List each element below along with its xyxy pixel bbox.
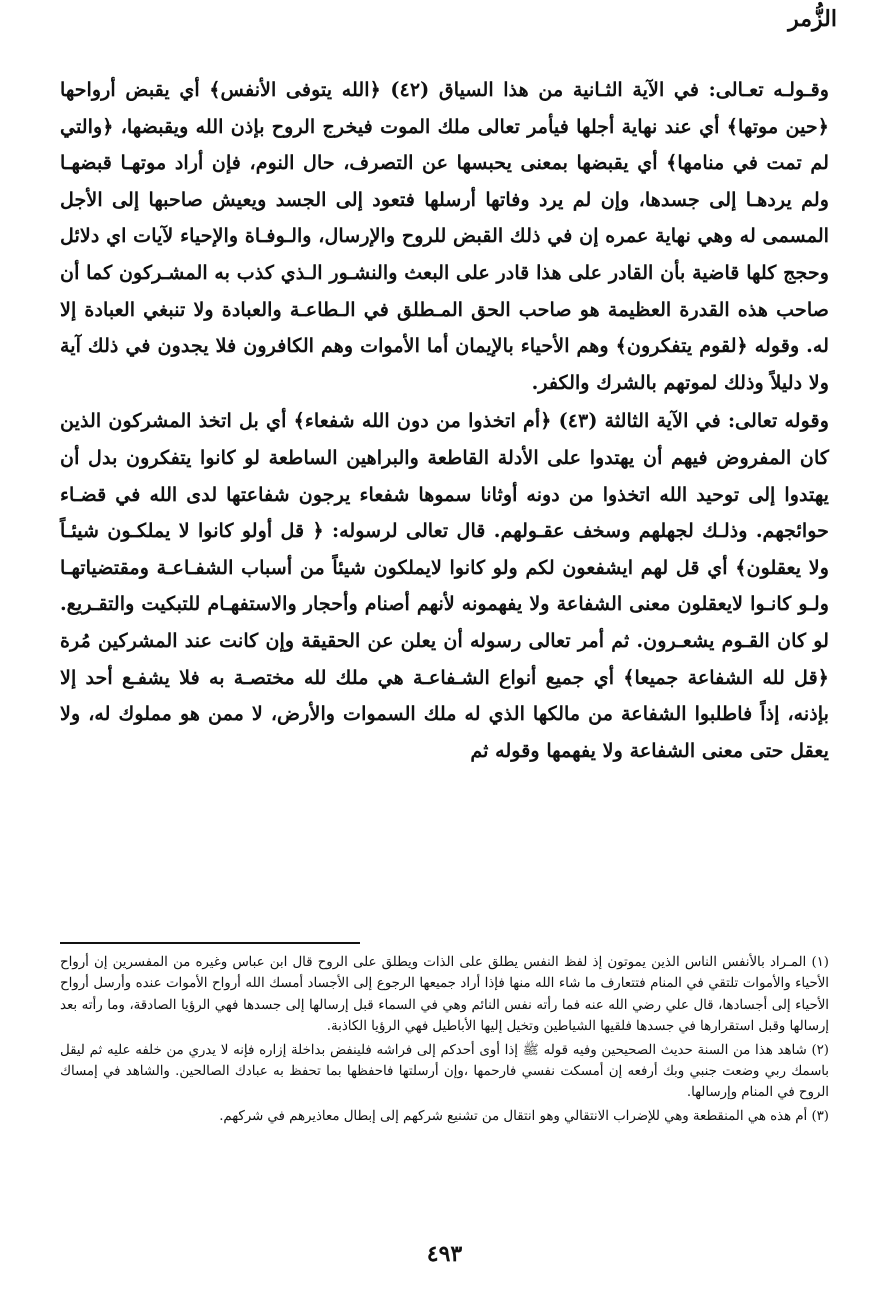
paragraph-verse-43: وقوله تعالى: في الآية الثالثة (٤٣) ﴿أم اتخذوا من دون الله شفعاء﴾ أي بل اتخذ المشركون الذين كان المفروض فيهم أن يهتدوا على الأدلة القاطعة والبراهين الساطعة لو كانوا يتفكرون بدل أن يهتدوا إلى توحيد الله اتخذوا من دونه أوثانا سموها شفعاء يرجون شفاعتها لدى الله في قضـاء حوائجهم. وذلـك لجهلهم وسخف عقـولهم. قال تعالى لرسوله: ﴿ قل أولو كانوا لا يملكـون شيئـاً ولا يعقلون﴾ أي قل لهم ايشفعون لكم ولو كانوا لايملكون شيئاً من أسباب الشفـاعـة ومقتضياتهـا ولـو كانـوا لايعقلون معنى الشفاعة ولا يفهمونه لأنهم أصنام وأحجار والاستفهـام للتبكيت والتقـريع. لو كان القـوم يشعـرون. ثم أمر تعالى رسوله أن يعلن عن الحقيقة وإن كانت عند المشركين مُرة ﴿قل لله الشفاعة جميعا﴾ أي جميع أنواع الشـفاعـة هي ملك لله مختصـة به فلا يشفـع أحد إلا بإذنه، إذاً فاطلبوا الشفاعة من مالكها الذي له ملك السموات والأرض، لا ممن هو مملوك له، ولا يعقل حتى معنى الشفاعة ولا يفهمها وقوله ثم [60, 409, 829, 762]
main-text-body [60, 72, 829, 769]
footnotes [60, 952, 829, 1129]
footnote-divider [60, 942, 360, 944]
footnote-2: (٢) شاهد هذا من السنة حديث الصحيحين وفيه قوله ﷺ إذا أوى أحدكم إلى فراشه فلينفض بداخلة إزاره فإنه لا يدري من خلفه عليه ثم ليقل باسمك ربي وضعت جنبي وبك أرفعه إن أمسكت نفسي فارحمها ،وإن أرسلتها فاحفظها بما تحفظ به عبادك الصالحين. والشاهد في إمساك الروح في المنام وإرسالها. [60, 1042, 829, 1101]
page-number: ٤٩٣ [426, 1241, 463, 1267]
running-header-surah-name: الزُّمر [788, 6, 837, 32]
paragraph-verse-42: وقـولـه تعـالى: في الآية الثـانية من هذا السياق (٤٢) ﴿الله يتوفى الأنفس﴾ أي يقبض أرواحها ﴿حين موتها﴾ أي عند نهاية أجلها فيأمر تعالى ملك الموت فيخرج الروح بإذن الله ويقبضها، ﴿والتي لم تمت في منامها﴾ أي يقبضها بمعنى يحبسها عن التصرف، حال النوم، فإن أراد موتهـا قبضهـا ولم يردهـا إلى جسدها، وإن لم يرد وفاتها أرسلها فتعود إلى الجسد ويعيش صاحبها إلى الأجل المسمى له وهي نهاية عمره إن في ذلك القبض للروح والإرسال، والـوفـاة والإحياء لآيات اي دلائل وحجج كلها قاضية بأن القادر على هذا قادر على البعث والنشـور الـذي كذب به المشـركون كما أن صاحب هذه القدرة العظيمة هو صاحب الحق المـطلق في الـطاعـة والعبادة ولا تنبغي العبادة إلا له. وقوله ﴿لقوم يتفكرون﴾ وهم الأحياء بالإيمان أما الأموات وهم الكافرون فلا يجدون في ذلك آية ولا دليلاً وذلك لموتهم بالشرك والكفر. [60, 78, 830, 394]
footnote-1: (١) المـراد بالأنفس الناس الذين يموتون إذ لفظ النفس يطلق على الذات ويطلق على الروح قال ابن عباس وغيره من المفسرين إن أرواح الأحياء والأموات تلتقي في المنام فتتعارف ما شاء الله منها فإذا أراد جميعها الرجوع إلى الأجساد أمسك الله أرواح الأموات عنده وأرسل أرواح الأحياء إلى أجسادها، قال علي رضي الله عنه فما رأته نفس النائم وهي في السماء قبل إرسالها إلى جسدها فهي الرؤيا الصادقة، وما رأته بعد إرسالها وقبل استقرارها في جسدها فلقيها الشياطين وتخيل إليها الأباطيل فهي الرؤيا الكاذبة. [60, 955, 829, 1035]
footnote-3: (٣) أم هذه هي المنقطعة وهي للإضراب الانتقالي وهو انتقال من تشنيع شركهم إلى إبطال معاذيرهم في شركهم. [219, 1108, 829, 1124]
